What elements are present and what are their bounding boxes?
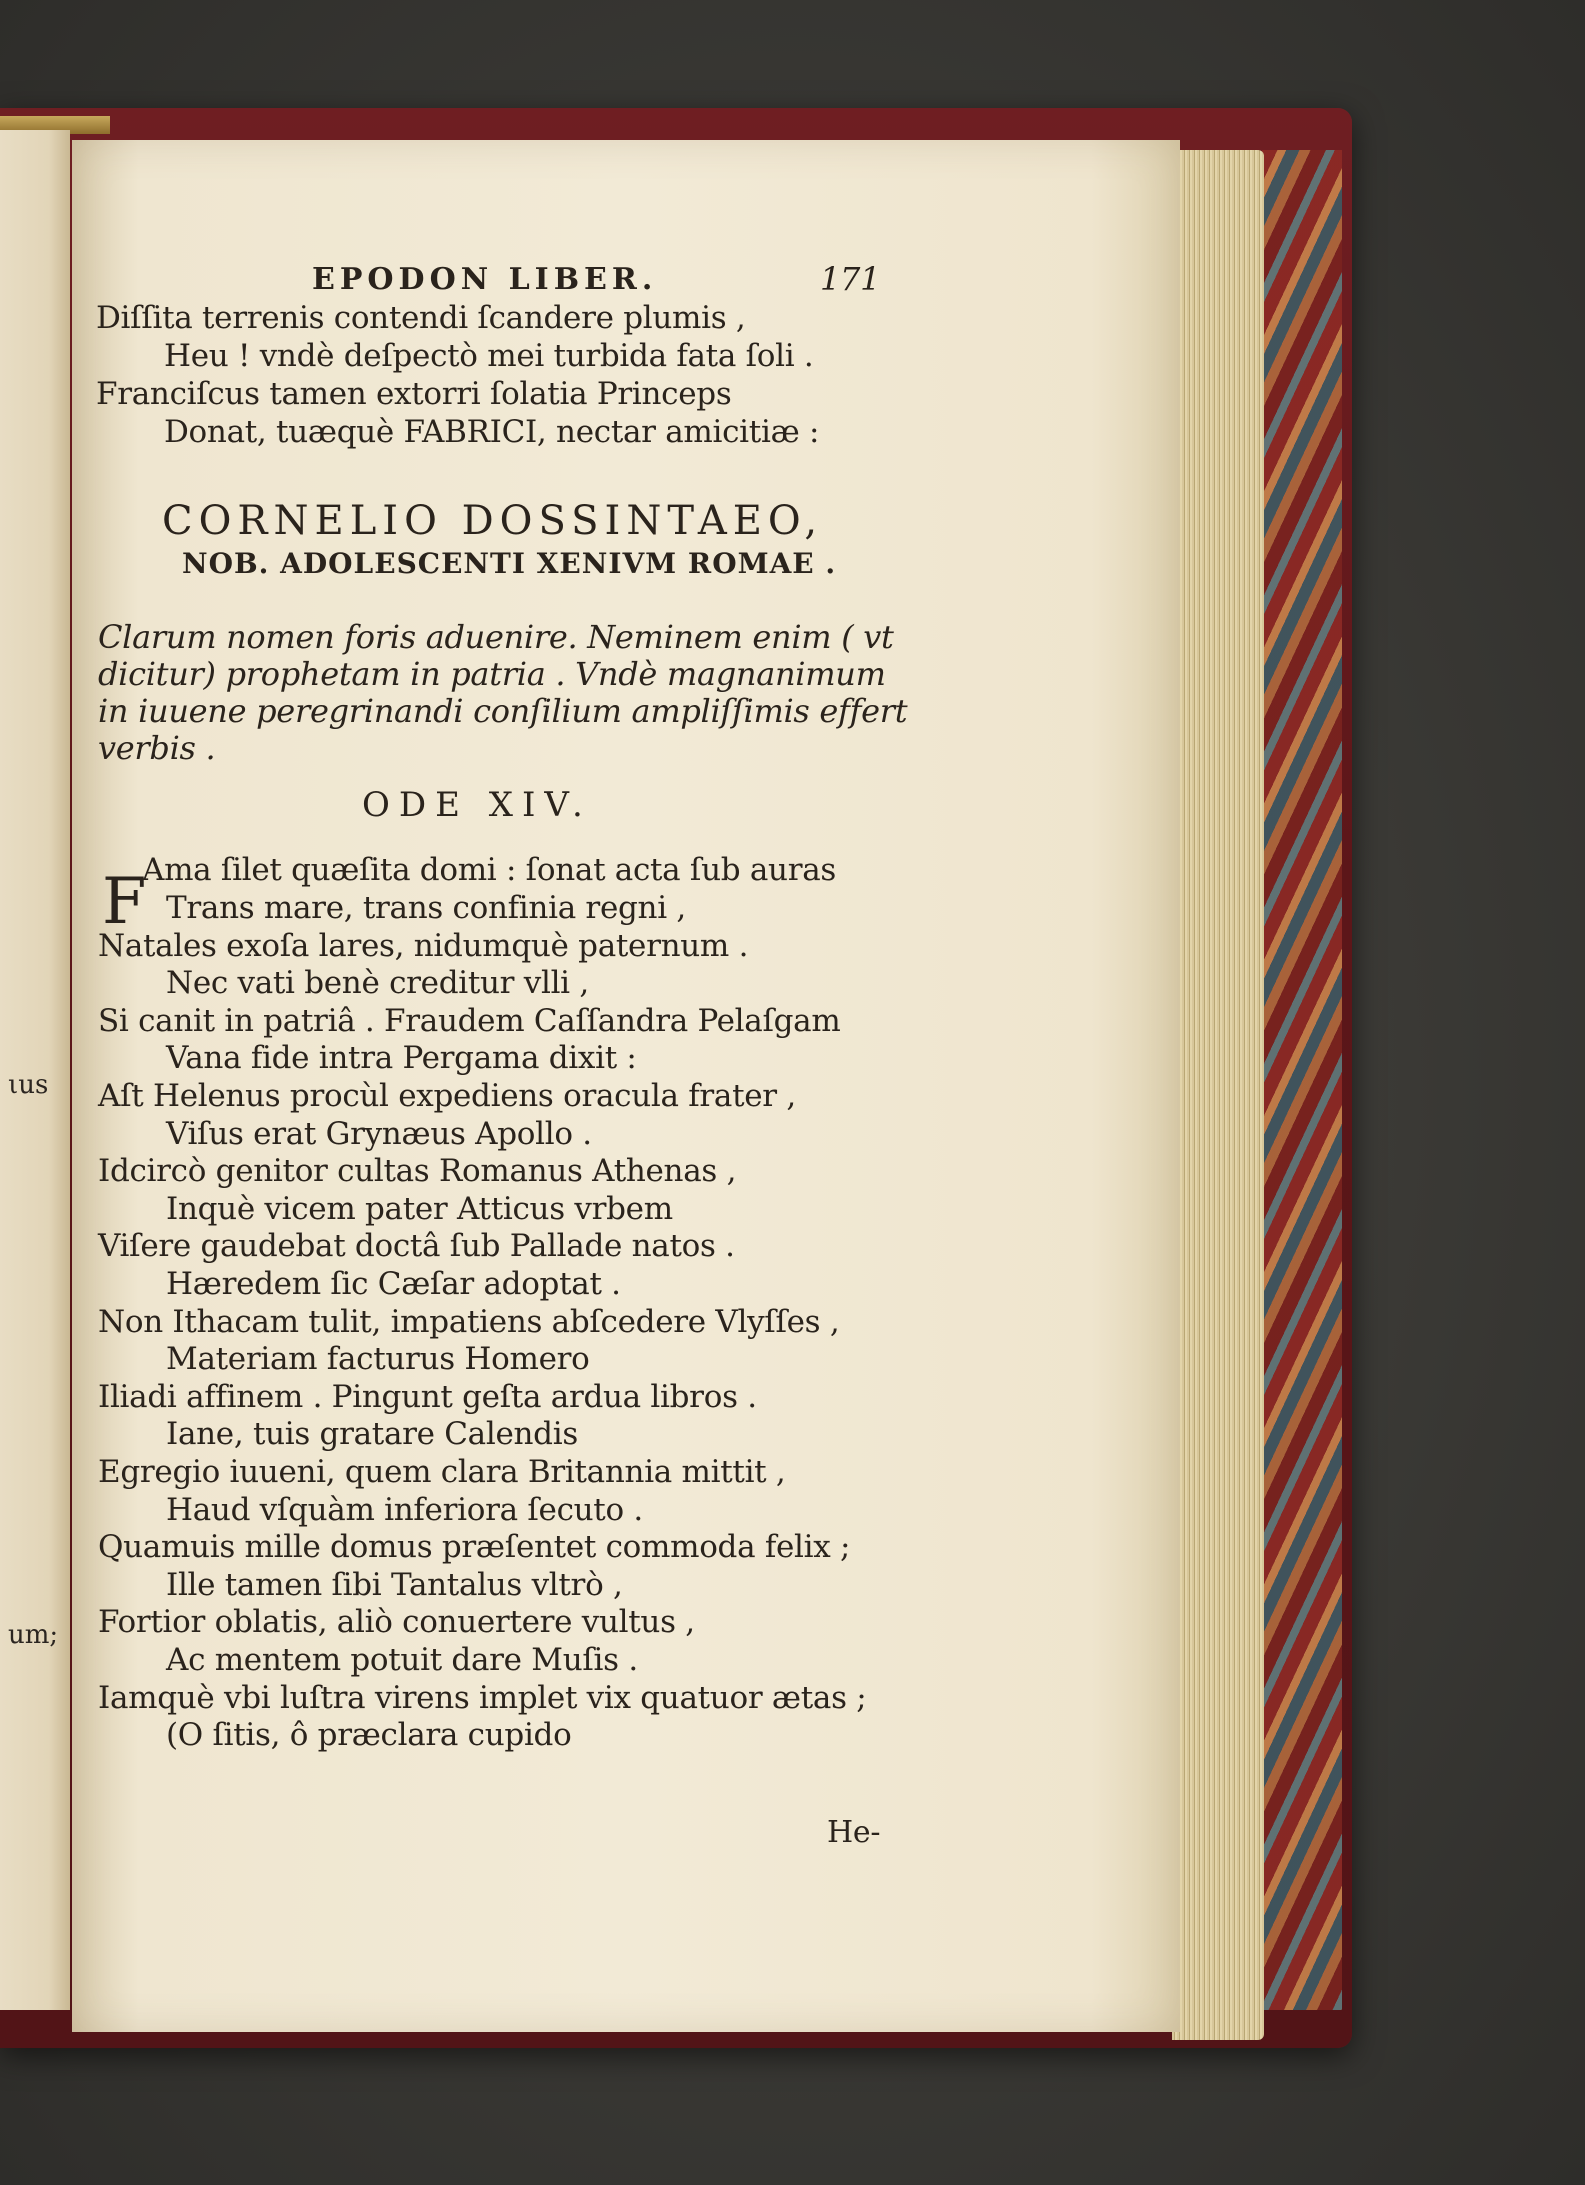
verse-line: Ac mentem potuit dare Muſis . <box>166 1642 638 1678</box>
running-head: EPODON LIBER. <box>312 262 658 297</box>
verse-line: Viſere gaudebat doctâ ſub Pallade natos . <box>98 1228 735 1265</box>
verse-line: Iane, tuis gratare Calendis <box>166 1416 578 1453</box>
verse-line: Aſt Helenus procùl expediens oracula frater , <box>98 1078 796 1114</box>
verse-line: Diſſita terrenis contendi ſcandere plumis , <box>96 300 746 336</box>
argument-line: dicitur) prophetam in patria . Vndè magnanimum <box>98 655 886 693</box>
argument-line: Clarum nomen foris aduenire. Neminem enim ( vt <box>98 618 894 656</box>
facing-page <box>0 130 70 2010</box>
verse-line: Natales exoſa lares, nidumquè paternum . <box>98 927 749 964</box>
verse-line: Idcircò genitor cultas Romanus Athenas , <box>98 1153 737 1190</box>
verse-line: Donat, tuæquè FABRICI, nectar amicitiæ : <box>164 414 820 450</box>
argument-line: in iuuene peregrinandi conſilium ampliſſimis effert <box>98 692 908 730</box>
catchword: He- <box>827 1815 881 1850</box>
page-text <box>72 140 1180 2032</box>
verse-line: Viſus erat Grynæus Apollo . <box>166 1115 592 1152</box>
verse-line: Ille tamen ſibi Tantalus vltrò , <box>166 1566 623 1603</box>
drop-cap: F <box>102 865 147 939</box>
dedication-subheading: NOB. ADOLESCENTI XENIVM ROMAE . <box>182 547 837 580</box>
argument-line: verbis . <box>98 729 216 767</box>
ode-title: ODE XIV. <box>362 785 592 825</box>
verse-line: Vana fide intra Pergama dixit : <box>166 1040 637 1077</box>
verse-line: Quamuis mille domus præſentet commoda felix ; <box>98 1529 851 1566</box>
marbled-board-edge <box>1262 150 1342 2010</box>
page-stack-edge <box>1172 150 1264 2040</box>
book-page <box>72 140 1180 2032</box>
verse-line: Haud vſquàm inferiora ſecuto . <box>166 1491 643 1528</box>
dedication-heading: CORNELIO DOSSINTAEO, <box>162 498 824 544</box>
verse-line: Iliadi affinem . Pingunt geſta ardua libros . <box>98 1378 757 1415</box>
verse-line: Hæredem ſic Cæſar adoptat . <box>166 1266 621 1302</box>
verse-line: Fortior oblatis, aliò conuertere vultus , <box>98 1604 695 1641</box>
verse-line: Non Ithacam tulit, impatiens abſcedere Vlyſſes , <box>98 1303 840 1340</box>
verse-line: Si canit in patriâ . Fraudem Caſſandra Pelaſgam <box>98 1002 841 1039</box>
page-number: 171 <box>820 260 881 298</box>
verse-line: Trans mare, trans confinia regni , <box>166 890 686 926</box>
verse-line: Heu ! vndè deſpectò mei turbida fata ſoli . <box>164 338 814 374</box>
verse-line: (O ſitis, ô præclara cupido <box>166 1717 572 1754</box>
verse-line: Inquè vicem pater Atticus vrbem <box>166 1190 673 1227</box>
verse-line: Franciſcus tamen extorri ſolatia Princeps <box>96 376 732 412</box>
facing-page-fragment: ιus <box>8 1070 49 1100</box>
verse-line: Egregio iuueni, quem clara Britannia mittit , <box>98 1454 786 1490</box>
verse-line: Materiam facturus Homero <box>166 1341 590 1378</box>
facing-page-fragment: um; <box>8 1620 59 1650</box>
verse-line: Nec vati benè creditur vlli , <box>166 965 589 1002</box>
verse-line-first: Ama ſilet quæſita domi : ſonat acta ſub auras <box>142 852 837 888</box>
verse-line: Iamquè vbi luſtra virens implet vix quatuor ætas ; <box>98 1679 867 1716</box>
